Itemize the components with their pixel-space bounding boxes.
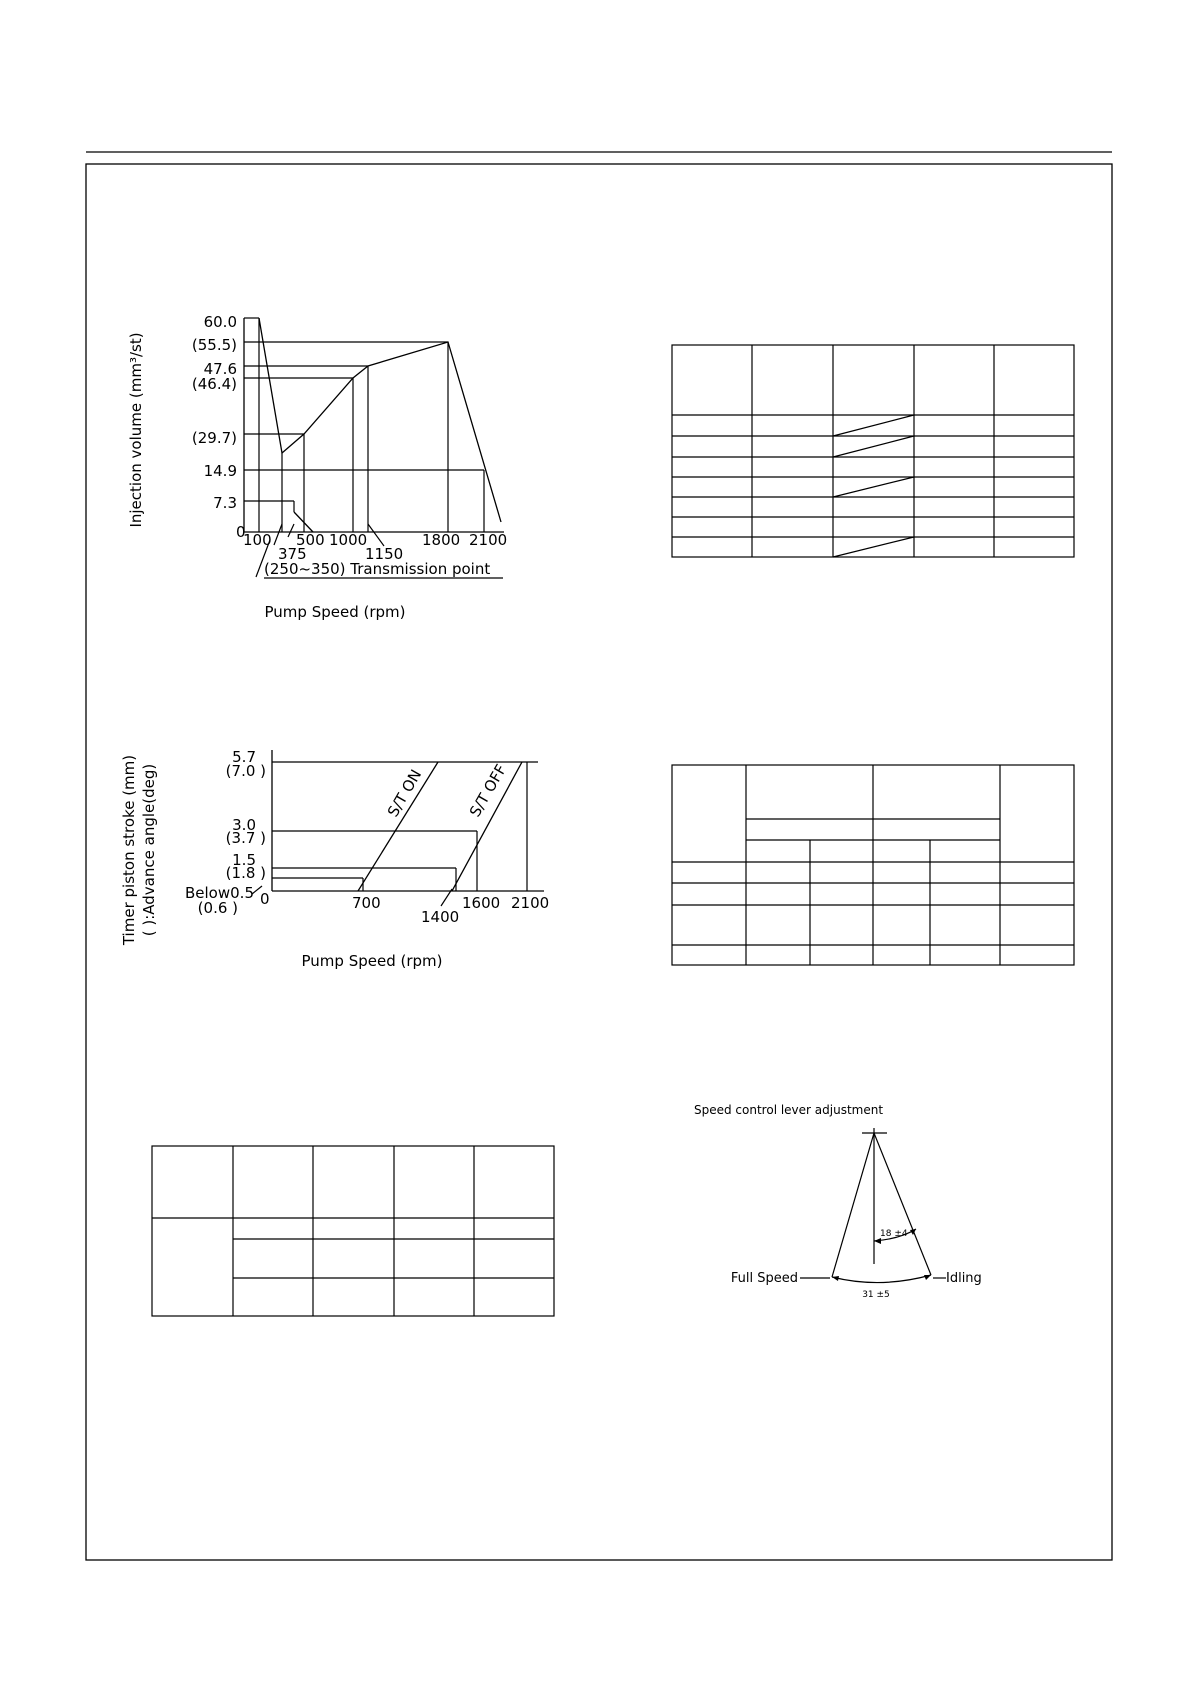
lever-inner-angle: 18 ±4 (880, 1229, 908, 1239)
chart1-reference-lines (244, 318, 484, 532)
chart2-ytick: (7.0 ) (225, 762, 266, 780)
chart2-ytick: 3.0 (232, 816, 256, 834)
lever-full-speed-label: Full Speed (730, 1271, 798, 1286)
chart1-ytick: 47.6 (203, 360, 237, 378)
lever-full-speed-line (832, 1133, 874, 1277)
chart1-leader-1150 (368, 524, 384, 546)
chart1-leader-375 (274, 524, 282, 545)
chart1-ytick: (55.5) (191, 336, 237, 354)
lever-outer-arc (832, 1275, 931, 1283)
chart1-ytick: (46.4) (191, 375, 237, 393)
chart2-ytick: Below0.5 (185, 884, 254, 902)
chart1-xtick: 1150 (365, 545, 404, 563)
chart1-ytick: (29.7) (191, 429, 237, 447)
chart2-xlabel: Pump Speed (rpm) (301, 952, 443, 970)
chart1-injection-curve (259, 318, 501, 522)
chart2-st-off-label: S/T OFF (465, 761, 511, 820)
chart1-xlabel: Pump Speed (rpm) (264, 603, 406, 621)
chart2-ytick: 1.5 (232, 851, 256, 869)
lever-outer-arrow-right (924, 1275, 931, 1280)
timer-chart (120, 748, 549, 970)
lever-title: Speed control lever adjustment (694, 1103, 884, 1117)
injection-volume-chart (127, 313, 507, 621)
chart2-xtick: 1600 (462, 894, 501, 912)
table-middle-right (672, 765, 1074, 965)
chart1-ytick: 60.0 (203, 313, 237, 331)
chart1-xtick: 500 (296, 531, 325, 549)
chart1-ytick: 7.3 (213, 494, 237, 512)
table-a-diagonal (833, 477, 914, 497)
table-c-border (152, 1146, 554, 1316)
lever-outer-angle: 31 ±5 (862, 1290, 890, 1300)
chart2-ytick: (3.7 ) (225, 829, 266, 847)
table-bottom-left (152, 1146, 554, 1316)
chart2-xtick: 700 (352, 894, 381, 912)
table-a-border (672, 345, 1074, 557)
chart1-xtick: 1000 (329, 531, 368, 549)
chart2-xtick: 0 (260, 890, 270, 908)
chart2-ylabel-2: ( ):Advance angle(deg) (140, 763, 158, 937)
table-a-diagonal (833, 537, 914, 557)
chart1-transmission-note: (250~350) Transmission point (264, 560, 491, 578)
chart1-xtick: 2100 (469, 531, 508, 549)
chart2-ytick: (1.8 ) (225, 864, 266, 882)
chart1-xtick: 1800 (422, 531, 461, 549)
chart2-xtick: 2100 (511, 894, 550, 912)
speed-lever-diagram (694, 1103, 982, 1300)
chart1-leader-500 (288, 524, 294, 537)
chart2-ytick: 5.7 (232, 748, 256, 766)
chart2-xtick: 1400 (421, 908, 460, 926)
chart1-ylabel: Injection volume (mm³/st) (127, 332, 145, 528)
chart2-st-on-label: S/T ON (383, 766, 426, 820)
lever-idling-label: Idling (946, 1271, 982, 1286)
chart1-ytick: 0 (236, 523, 246, 541)
chart1-xtick: 375 (278, 545, 307, 563)
lever-idling-line (874, 1133, 931, 1275)
chart2-st-on-line (358, 762, 438, 891)
table-a-diagonal (833, 415, 914, 436)
chart2-ylabel-1: Timer piston stroke (mm) (120, 754, 138, 946)
table-a-diagonal (833, 436, 914, 457)
chart1-xtick: 100 (243, 531, 272, 549)
chart1-ytick: 14.9 (203, 462, 237, 480)
chart2-ytick: (0.6 ) (197, 899, 238, 917)
table-top-right (672, 345, 1074, 557)
